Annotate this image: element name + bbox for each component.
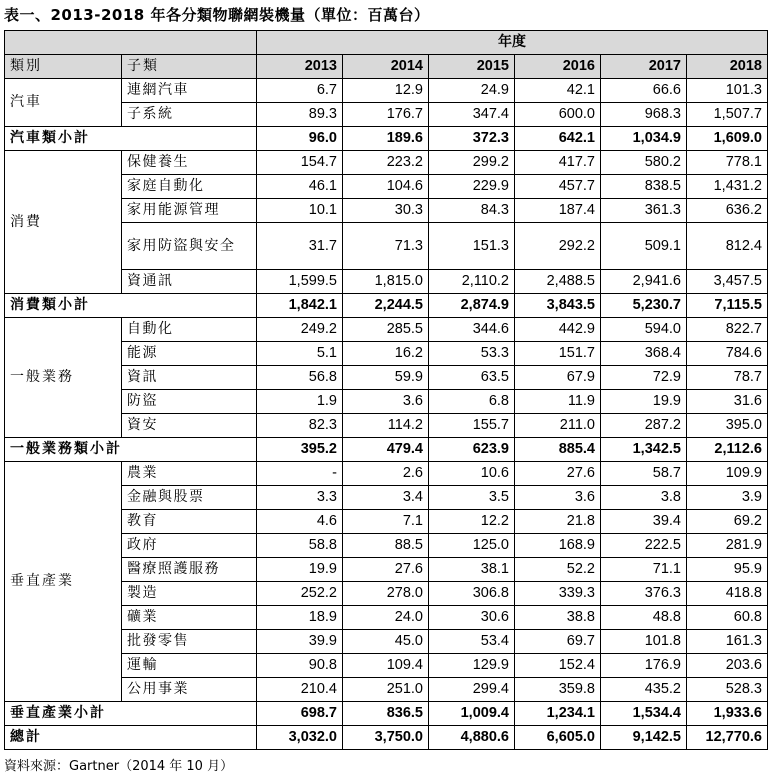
value-cell: 66.6	[601, 79, 687, 103]
year-header: 2018	[687, 55, 768, 79]
value-cell: 347.4	[429, 103, 515, 127]
value-cell: 203.6	[687, 654, 768, 678]
year-header: 2016	[515, 55, 601, 79]
subcategory-cell: 防盜	[122, 390, 257, 414]
value-cell: 154.7	[257, 151, 343, 175]
subtotal-value: 372.3	[429, 127, 515, 151]
header-row-columns	[5, 55, 768, 79]
subtotal-value: 836.5	[343, 702, 429, 726]
value-cell: 252.2	[257, 582, 343, 606]
value-cell: -	[257, 462, 343, 486]
value-cell: 53.4	[429, 630, 515, 654]
value-cell: 435.2	[601, 678, 687, 702]
value-cell: 168.9	[515, 534, 601, 558]
value-cell: 12.2	[429, 510, 515, 534]
value-cell: 509.1	[601, 223, 687, 270]
value-cell: 31.7	[257, 223, 343, 270]
value-cell: 72.9	[601, 366, 687, 390]
value-cell: 442.9	[515, 318, 601, 342]
value-cell: 67.9	[515, 366, 601, 390]
total-value: 3,750.0	[343, 726, 429, 750]
iot-installed-base-table	[4, 30, 768, 750]
value-cell: 1,507.7	[687, 103, 768, 127]
value-cell: 3.6	[343, 390, 429, 414]
value-cell: 125.0	[429, 534, 515, 558]
year-group-header: 年度	[257, 31, 768, 55]
subtotal-row	[5, 438, 768, 462]
value-cell: 3.4	[343, 486, 429, 510]
value-cell: 45.0	[343, 630, 429, 654]
value-cell: 104.6	[343, 175, 429, 199]
value-cell: 278.0	[343, 582, 429, 606]
value-cell: 176.7	[343, 103, 429, 127]
value-cell: 39.9	[257, 630, 343, 654]
subcategory-cell: 自動化	[122, 318, 257, 342]
header-row-year	[5, 31, 768, 55]
value-cell: 3.8	[601, 486, 687, 510]
subcategory-cell: 批發零售	[122, 630, 257, 654]
subcategory-cell: 公用事業	[122, 678, 257, 702]
subtotal-value: 2,244.5	[343, 294, 429, 318]
subtotal-label: 消費類小計	[5, 294, 257, 318]
subcategory-cell: 家用能源管理	[122, 199, 257, 223]
total-value: 12,770.6	[687, 726, 768, 750]
value-cell: 361.3	[601, 199, 687, 223]
value-cell: 594.0	[601, 318, 687, 342]
value-cell: 176.9	[601, 654, 687, 678]
value-cell: 63.5	[429, 366, 515, 390]
subtotal-value: 5,230.7	[601, 294, 687, 318]
subtotal-value: 1,609.0	[687, 127, 768, 151]
value-cell: 395.0	[687, 414, 768, 438]
value-cell: 4.6	[257, 510, 343, 534]
subtotal-value: 2,112.6	[687, 438, 768, 462]
value-cell: 339.3	[515, 582, 601, 606]
value-cell: 359.8	[515, 678, 601, 702]
subcategory-cell: 政府	[122, 534, 257, 558]
value-cell: 299.2	[429, 151, 515, 175]
value-cell: 10.1	[257, 199, 343, 223]
subcategory-cell: 家用防盜與安全	[122, 223, 257, 270]
value-cell: 3.3	[257, 486, 343, 510]
value-cell: 31.6	[687, 390, 768, 414]
table-row	[5, 79, 768, 103]
table-row	[5, 151, 768, 175]
value-cell: 56.8	[257, 366, 343, 390]
value-cell: 84.3	[429, 199, 515, 223]
total-value: 3,032.0	[257, 726, 343, 750]
subtotal-value: 2,874.9	[429, 294, 515, 318]
value-cell: 281.9	[687, 534, 768, 558]
subtotal-value: 642.1	[515, 127, 601, 151]
header-corner	[5, 31, 257, 55]
value-cell: 2,488.5	[515, 270, 601, 294]
value-cell: 2,110.2	[429, 270, 515, 294]
value-cell: 222.5	[601, 534, 687, 558]
value-cell: 1,599.5	[257, 270, 343, 294]
value-cell: 5.1	[257, 342, 343, 366]
total-value: 4,880.6	[429, 726, 515, 750]
subtotal-row	[5, 127, 768, 151]
value-cell: 368.4	[601, 342, 687, 366]
value-cell: 53.3	[429, 342, 515, 366]
value-cell: 18.9	[257, 606, 343, 630]
value-cell: 24.9	[429, 79, 515, 103]
table-title: 表一、2013-2018 年各分類物聯網裝機量（單位：百萬台）	[4, 6, 430, 24]
subtotal-row	[5, 294, 768, 318]
value-cell: 114.2	[343, 414, 429, 438]
subcategory-cell: 資訊	[122, 366, 257, 390]
value-cell: 109.4	[343, 654, 429, 678]
category-cell: 垂直產業	[5, 462, 122, 702]
value-cell: 10.6	[429, 462, 515, 486]
value-cell: 6.8	[429, 390, 515, 414]
value-cell: 822.7	[687, 318, 768, 342]
value-cell: 12.9	[343, 79, 429, 103]
value-cell: 48.8	[601, 606, 687, 630]
subcategory-cell: 農業	[122, 462, 257, 486]
value-cell: 58.7	[601, 462, 687, 486]
value-cell: 155.7	[429, 414, 515, 438]
subcategory-cell: 礦業	[122, 606, 257, 630]
value-cell: 778.1	[687, 151, 768, 175]
value-cell: 7.1	[343, 510, 429, 534]
subcategory-column-header: 子類	[122, 55, 257, 79]
category-cell: 汽車	[5, 79, 122, 127]
value-cell: 292.2	[515, 223, 601, 270]
year-header: 2017	[601, 55, 687, 79]
subcategory-cell: 醫療照護服務	[122, 558, 257, 582]
value-cell: 38.8	[515, 606, 601, 630]
value-cell: 90.8	[257, 654, 343, 678]
value-cell: 16.2	[343, 342, 429, 366]
value-cell: 636.2	[687, 199, 768, 223]
category-cell: 消費	[5, 151, 122, 294]
subtotal-value: 479.4	[343, 438, 429, 462]
value-cell: 600.0	[515, 103, 601, 127]
subcategory-cell: 教育	[122, 510, 257, 534]
value-cell: 59.9	[343, 366, 429, 390]
value-cell: 3.6	[515, 486, 601, 510]
value-cell: 251.0	[343, 678, 429, 702]
value-cell: 299.4	[429, 678, 515, 702]
table-body	[5, 31, 768, 750]
value-cell: 78.7	[687, 366, 768, 390]
value-cell: 42.1	[515, 79, 601, 103]
value-cell: 24.0	[343, 606, 429, 630]
value-cell: 38.1	[429, 558, 515, 582]
value-cell: 457.7	[515, 175, 601, 199]
value-cell: 52.2	[515, 558, 601, 582]
value-cell: 71.1	[601, 558, 687, 582]
subtotal-value: 698.7	[257, 702, 343, 726]
subtotal-label: 汽車類小計	[5, 127, 257, 151]
value-cell: 812.4	[687, 223, 768, 270]
value-cell: 46.1	[257, 175, 343, 199]
value-cell: 69.2	[687, 510, 768, 534]
value-cell: 101.3	[687, 79, 768, 103]
value-cell: 19.9	[601, 390, 687, 414]
value-cell: 418.8	[687, 582, 768, 606]
value-cell: 60.8	[687, 606, 768, 630]
category-column-header: 類別	[5, 55, 122, 79]
subtotal-value: 7,115.5	[687, 294, 768, 318]
subcategory-cell: 資安	[122, 414, 257, 438]
value-cell: 3.5	[429, 486, 515, 510]
value-cell: 11.9	[515, 390, 601, 414]
value-cell: 1,815.0	[343, 270, 429, 294]
subtotal-label: 垂直產業小計	[5, 702, 257, 726]
value-cell: 1,431.2	[687, 175, 768, 199]
value-cell: 229.9	[429, 175, 515, 199]
value-cell: 376.3	[601, 582, 687, 606]
value-cell: 161.3	[687, 630, 768, 654]
value-cell: 27.6	[343, 558, 429, 582]
value-cell: 3,457.5	[687, 270, 768, 294]
subcategory-cell: 資通訊	[122, 270, 257, 294]
value-cell: 417.7	[515, 151, 601, 175]
value-cell: 2.6	[343, 462, 429, 486]
value-cell: 82.3	[257, 414, 343, 438]
subtotal-value: 623.9	[429, 438, 515, 462]
total-value: 9,142.5	[601, 726, 687, 750]
value-cell: 6.7	[257, 79, 343, 103]
value-cell: 187.4	[515, 199, 601, 223]
value-cell: 968.3	[601, 103, 687, 127]
subcategory-cell: 製造	[122, 582, 257, 606]
value-cell: 838.5	[601, 175, 687, 199]
value-cell: 580.2	[601, 151, 687, 175]
value-cell: 1.9	[257, 390, 343, 414]
value-cell: 101.8	[601, 630, 687, 654]
value-cell: 95.9	[687, 558, 768, 582]
value-cell: 88.5	[343, 534, 429, 558]
value-cell: 306.8	[429, 582, 515, 606]
table-row	[5, 462, 768, 486]
subcategory-cell: 家庭自動化	[122, 175, 257, 199]
value-cell: 58.8	[257, 534, 343, 558]
year-header: 2014	[343, 55, 429, 79]
subtotal-value: 1,342.5	[601, 438, 687, 462]
subtotal-label: 一般業務類小計	[5, 438, 257, 462]
value-cell: 344.6	[429, 318, 515, 342]
value-cell: 223.2	[343, 151, 429, 175]
category-cell: 一般業務	[5, 318, 122, 438]
subcategory-cell: 金融與股票	[122, 486, 257, 510]
subcategory-cell: 運輸	[122, 654, 257, 678]
subtotal-value: 1,234.1	[515, 702, 601, 726]
year-header: 2013	[257, 55, 343, 79]
value-cell: 129.9	[429, 654, 515, 678]
subtotal-value: 395.2	[257, 438, 343, 462]
subtotal-value: 1,009.4	[429, 702, 515, 726]
subcategory-cell: 子系統	[122, 103, 257, 127]
value-cell: 211.0	[515, 414, 601, 438]
subtotal-value: 885.4	[515, 438, 601, 462]
value-cell: 109.9	[687, 462, 768, 486]
value-cell: 3.9	[687, 486, 768, 510]
value-cell: 39.4	[601, 510, 687, 534]
value-cell: 784.6	[687, 342, 768, 366]
total-label: 總計	[5, 726, 257, 750]
value-cell: 30.3	[343, 199, 429, 223]
subtotal-value: 189.6	[343, 127, 429, 151]
value-cell: 287.2	[601, 414, 687, 438]
value-cell: 210.4	[257, 678, 343, 702]
table-row	[5, 318, 768, 342]
subcategory-cell: 能源	[122, 342, 257, 366]
total-value: 6,605.0	[515, 726, 601, 750]
value-cell: 21.8	[515, 510, 601, 534]
source-note: 資料來源：Gartner（2014 年 10 月）	[4, 759, 234, 774]
value-cell: 249.2	[257, 318, 343, 342]
value-cell: 27.6	[515, 462, 601, 486]
value-cell: 2,941.6	[601, 270, 687, 294]
value-cell: 71.3	[343, 223, 429, 270]
subtotal-value: 1,933.6	[687, 702, 768, 726]
value-cell: 285.5	[343, 318, 429, 342]
subtotal-value: 1,034.9	[601, 127, 687, 151]
subcategory-cell: 保健養生	[122, 151, 257, 175]
value-cell: 151.7	[515, 342, 601, 366]
year-header: 2015	[429, 55, 515, 79]
value-cell: 69.7	[515, 630, 601, 654]
subtotal-value: 1,842.1	[257, 294, 343, 318]
total-row	[5, 726, 768, 750]
subcategory-cell: 連網汽車	[122, 79, 257, 103]
value-cell: 30.6	[429, 606, 515, 630]
subtotal-row	[5, 702, 768, 726]
value-cell: 19.9	[257, 558, 343, 582]
subtotal-value: 1,534.4	[601, 702, 687, 726]
value-cell: 528.3	[687, 678, 768, 702]
value-cell: 151.3	[429, 223, 515, 270]
subtotal-value: 96.0	[257, 127, 343, 151]
subtotal-value: 3,843.5	[515, 294, 601, 318]
value-cell: 89.3	[257, 103, 343, 127]
value-cell: 152.4	[515, 654, 601, 678]
